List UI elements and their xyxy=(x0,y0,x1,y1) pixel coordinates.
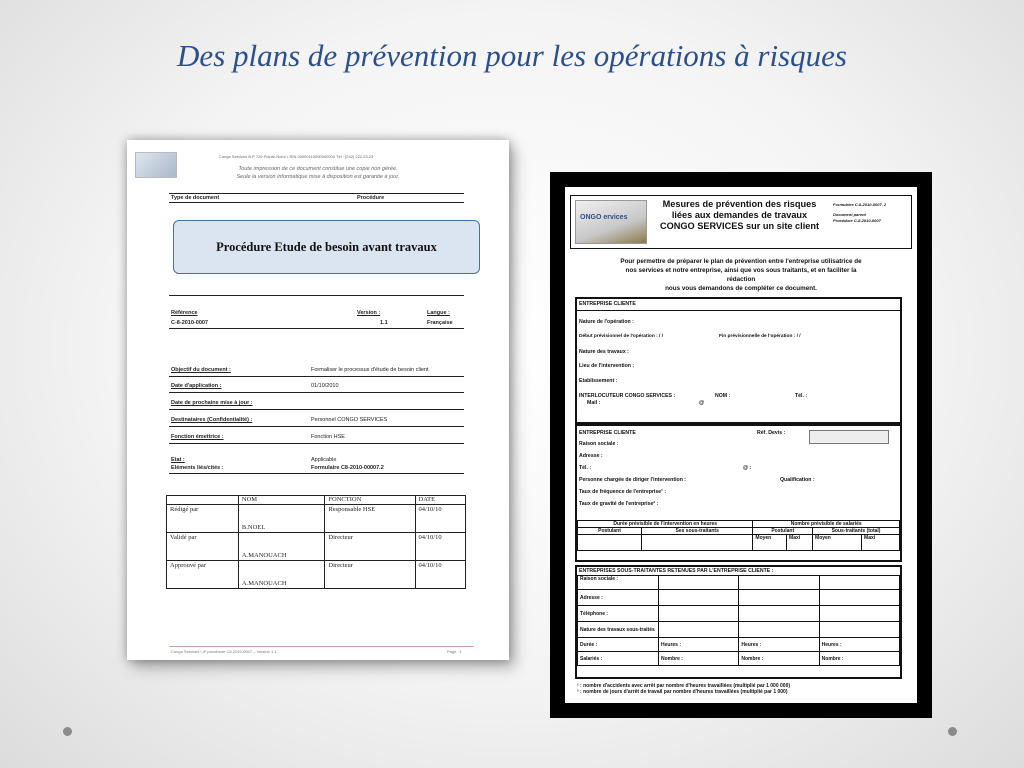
table-header-blank xyxy=(167,496,239,505)
notice-line-1: Toute impression de ce document constitue une copie non gérée. xyxy=(238,166,398,172)
date-application-label: Date d'application : xyxy=(171,383,222,389)
header-address: Congo Services B.P 729 Pointe-Noire • RIN 00000110000000000 Tél : (242) 222.23.23 xyxy=(219,154,374,159)
ref-devis-field[interactable] xyxy=(809,430,889,444)
congo-services-logo: ONGO ervices xyxy=(575,200,647,244)
procedure-title-box xyxy=(173,220,480,274)
form-footnotes: ¹ : nombre d'accidents avec arrêt par nombre d'heures travaillées (multiplié par 1 000 000) ² : nombre de jours d'arrêt de travail par nombre d'heures travaillées (multiplié par 1 000) xyxy=(577,683,791,695)
doc-footer: Congo Services \ nº procédure C8-2010-0007 – Version 1.1 xyxy=(171,649,277,654)
table-header-fonction: FONCTION xyxy=(325,496,415,505)
section-entreprise-cliente-1: ENTREPRISE CLIENTE Nature de l'opération : Début prévisionnel de l'opération : / / Fin prévisionnelle de l'opération : / / Nature des travaux : Lieu de l'intervention : Etablissement : INTERLOCUTEUR CONGO SERVICES : NOM : Tél. : Mail : @ xyxy=(575,297,902,424)
table-row: Rédigé par B.NOEL Responsable HSE 04/10/10 xyxy=(167,505,466,533)
langue-value: Française xyxy=(427,320,453,326)
section-entreprise-cliente-2: ENTREPRISE CLIENTE Réf. Devis : Raison sociale : Adresse : Tél. : @ : Personne chargée de diriger l'intervention : Qualification : Taux de fréquence de l'entreprise¹ : Taux de gravité de l'entreprise² : Durée prévisible de l'intervention en heures Nombre prévisible de salariés Postulant Ses sous-traitants Postulant Sous-traitants (total) Moyen Maxi Moyen Maxi xyxy=(575,424,902,562)
date-maj-label: Date de prochaine mise à jour : xyxy=(171,400,253,406)
form-reference: Formulaire C-8-2010-0007. 2 Document parent Procédure C-8-2010-0007 xyxy=(833,202,887,223)
form-header xyxy=(570,195,912,249)
subcontractor-grid: Raison sociale : Adresse : Téléphone : Nature des travaux sous-traités Durée : Heures : Heures : Heures : Salariés : Nombre : Nombre : Nombre : xyxy=(577,575,900,666)
elements-value: Formulaire C8-2010-00007.2 xyxy=(311,465,384,471)
page-number: Page : 1 xyxy=(447,649,462,654)
objectif-label: Objectif du document : xyxy=(171,367,231,373)
destinataires-label: Destinataires (Confidentialité) : xyxy=(171,417,253,423)
procedure-title: Procédure Etude de besoin avant travaux xyxy=(216,239,437,254)
slide-dot-right xyxy=(948,727,957,736)
prevention-form-document xyxy=(550,172,932,718)
slide-dot-left xyxy=(63,727,72,736)
table-header-nom: NOM xyxy=(238,496,324,505)
objectif-value: Formaliser le processus d'étude de besoin client xyxy=(311,367,429,373)
table-row: Validé par A.MANOUACH Directeur 04/10/10 xyxy=(167,533,466,561)
fonction-label: Fonction émettrice : xyxy=(171,434,224,440)
section-title: ENTREPRISE CLIENTE xyxy=(579,301,636,307)
table-row: Approuvé par A.MANOUACH Directeur 04/10/10 xyxy=(167,561,466,589)
duration-grid: Durée prévisible de l'intervention en heures Nombre prévisible de salariés Postulant Ses sous-traitants Postulant Sous-traitants (total) Moyen Maxi Moyen Maxi xyxy=(577,520,900,551)
section-title: ENTREPRISE CLIENTE xyxy=(579,430,636,436)
notice-line-2: Seule la version informatique mise à disposition est garantie à jour. xyxy=(236,174,400,180)
type-value: Procédure xyxy=(357,195,385,201)
destinataires-value: Personnel CONGO SERVICES xyxy=(311,417,388,423)
version-label: Version : xyxy=(357,310,381,316)
etat-label: Etat : xyxy=(171,457,185,463)
form-title: Mesures de prévention des risques liées aux demandes de travaux CONGO SERVICES sur un site client xyxy=(659,199,820,231)
table-header-date: DATE xyxy=(415,496,466,505)
form-intro: Pour permettre de préparer le plan de prévention entre l'entreprise utilisatrice de nos services et notre entreprise, ainsi que vos sous traitants, et en faciliter la rédaction nous vous demandons de compléter ce document. xyxy=(620,258,862,292)
elements-label: Eléments liés/cités : xyxy=(171,465,224,471)
etat-value: Applicable xyxy=(311,457,337,463)
date-application-value: 01/10/2010 xyxy=(311,383,339,389)
type-label: Type de document xyxy=(171,195,220,201)
fonction-value: Fonction HSE xyxy=(311,434,345,440)
section-sous-traitants xyxy=(575,565,902,679)
ref-value: C-8-2010-0007 xyxy=(171,320,208,326)
approval-table xyxy=(166,495,466,589)
ref-label: Référence xyxy=(171,310,198,316)
section-title: ENTREPRISES SOUS-TRAITANTES RETENUES PAR L'ENTREPRISE CLIENTE : xyxy=(579,568,774,574)
version-value: 1.1 xyxy=(380,320,388,326)
slide-title: Des plans de prévention pour les opérations à risques xyxy=(177,38,847,73)
procedure-document xyxy=(127,140,509,660)
langue-label: Langue : xyxy=(427,310,450,316)
